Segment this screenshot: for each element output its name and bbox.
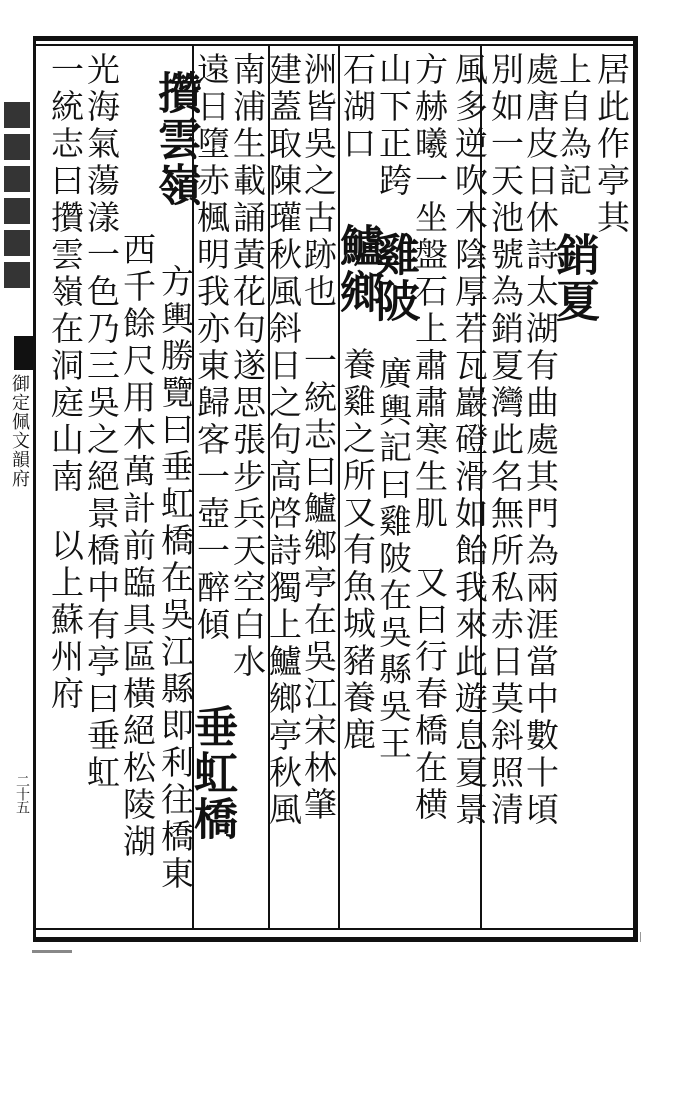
body-text: 建蓋取陳瓘秋風斜日之句高啓詩獨上鱸鄉亭秋風 [264, 52, 303, 829]
spine-book-title: 御定佩文韻府 [9, 374, 30, 488]
body-text: 方赫曦一坐盤石上肅肅寒生肌 [410, 52, 449, 533]
body-text: 南浦生載誦黃花句遂思張步兵天空白水 [228, 52, 267, 681]
body-text: 石湖口 [338, 52, 377, 163]
body-text: 以上蘇州府 [46, 528, 85, 713]
spine-fishtail-mark [14, 336, 36, 370]
book-spine-margin [0, 36, 36, 942]
entry-headword: 垂虹橋 [186, 704, 237, 842]
body-text: 別如一天池號為銷夏灣此名無所私赤日莫斜照清 [486, 52, 525, 829]
body-text: 居此作亭其 [592, 52, 631, 237]
body-text: 遠日墮赤楓明我亦東歸客一壺一醉傾 [192, 52, 231, 644]
spine-ink-marks [2, 96, 32, 326]
body-text: 光海氣蕩漾一色乃三吳之絕景橋中有亭曰垂虹 [82, 52, 121, 792]
top-rule [36, 44, 633, 46]
body-text: 西千餘尺用木萬計前臨具區橫絕松陵湖 [118, 232, 157, 861]
spine-page-number: 二十五 [14, 774, 30, 813]
body-text: 又曰行春橋在横 [410, 565, 449, 824]
body-text: 養雞之所又有魚城豬養鹿 [338, 347, 377, 754]
body-text: 上自為記 [554, 52, 593, 200]
body-text: 風多逆吹木陰厚若瓦巖磴滑如飴我來此遊息夏景 [450, 52, 489, 829]
scan-mark [32, 950, 72, 953]
entry-headword: 攢雲嶺 [150, 70, 201, 208]
entry-headword: 雞陂 [368, 232, 419, 324]
body-text: 處唐皮日休詩太湖有曲處其門為兩涯當中數十頃 [521, 52, 560, 829]
body-text: 洲皆吳之古跡也 [299, 52, 338, 311]
body-text: 方輿勝覽曰垂虹橋在吳江縣即利往橋東 [156, 264, 195, 893]
entry-headword: 銷夏 [548, 232, 599, 324]
body-text: 廣輿記曰雞陂在吳縣吳王 [374, 356, 413, 763]
body-text: 山下正跨 [374, 52, 413, 200]
scan-mark [640, 932, 647, 942]
body-text: 一統志曰鱸鄉亭在吳江宋林肇 [299, 343, 338, 824]
body-text: 一統志曰攢雲嶺在洞庭山南 [46, 52, 85, 496]
text-column [40, 52, 90, 928]
entry-headword: 鱸鄉 [332, 223, 383, 315]
